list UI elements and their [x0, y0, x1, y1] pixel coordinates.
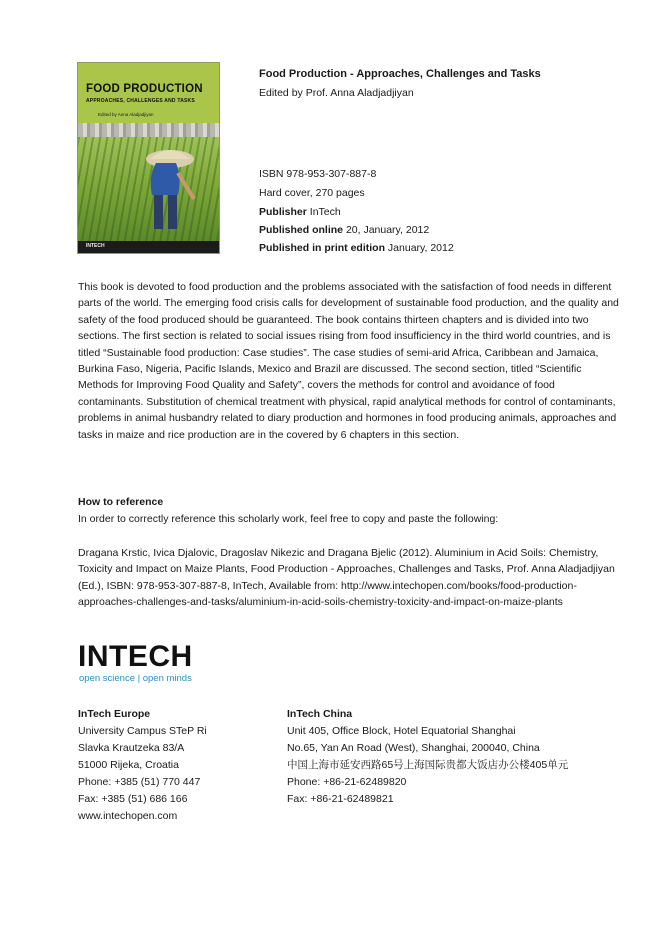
book-editor: Edited by Prof. Anna Aladjadjiyan — [259, 87, 414, 99]
publisher-label: Publisher — [259, 206, 307, 218]
office-europe — [78, 706, 207, 825]
office-china-line2: No.65, Yan An Road (West), Shanghai, 200040, China — [287, 742, 540, 754]
online-label: Published online — [259, 224, 344, 236]
cover-editor: Edited by Anna Aladjadjiyan — [98, 112, 154, 117]
book-online-date — [259, 224, 429, 236]
book-format: Hard cover, 270 pages — [259, 187, 365, 199]
office-china — [287, 706, 568, 808]
reference-heading: How to reference — [78, 496, 164, 508]
office-china-line1: Unit 405, Office Block, Hotel Equatorial Shanghai — [287, 725, 516, 737]
book-cover — [77, 62, 220, 254]
office-europe-name: InTech Europe — [78, 708, 151, 720]
cover-publisher-mark: INTECH — [86, 243, 105, 249]
cover-stone-band — [78, 123, 219, 137]
print-label: Published in print edition — [259, 242, 385, 254]
farmer-figure — [78, 137, 219, 241]
office-europe-line3: 51000 Rijeka, Croatia — [78, 759, 179, 771]
cover-title-panel — [78, 63, 219, 129]
print-value: January, 2012 — [387, 242, 454, 254]
reference-intro: In order to correctly reference this scholarly work, feel free to copy and paste the following: — [78, 513, 499, 525]
office-europe-fax: Fax: +385 (51) 686 166 — [78, 793, 188, 805]
office-china-fax: Fax: +86-21-62489821 — [287, 793, 394, 805]
book-isbn: ISBN 978-953-307-887-8 — [259, 168, 377, 180]
office-china-name: InTech China — [287, 708, 353, 720]
cover-subtitle: APPROACHES, CHALLENGES AND TASKS — [86, 98, 195, 104]
online-value: 20, January, 2012 — [345, 224, 430, 236]
book-abstract: This book is devoted to food production and the problems associated with the satisfaction of food needs in different parts of the world. The emerging food crisis calls for development of sustainable food production, and the quality and safety of the food produced should be guaranteed. The book contains thirteen chapters and is divided into two sections. The first section is related to social issues rising from food insufficiency in the third world countries, and is titled “Sustainable food production: Case studies”. The case studies of semi-arid Africa, Caribbean and Jamaica, Burkina Faso, Nigeria, Pacific Islands, Mexico and Brazil are discussed. The second section, titled “Scientific Methods for Improving Food Quality and Safety”, covers the methods for control and avoidance of food contaminants. Substitution of chemical treatment with physical, rapid analytical methods for control of contaminants, problems in animal husbandry related to diary production and hormones in food producing animals, approaches and tasks in maize and rice production are in the covered by 6 chapters in this section. — [78, 281, 619, 441]
book-print-date — [259, 242, 454, 254]
office-europe-phone: Phone: +385 (51) 770 447 — [78, 776, 201, 788]
intech-tagline: open science | open minds — [79, 673, 192, 684]
reference-citation: Dragana Krstic, Ivica Djalovic, Dragoslav Nikezic and Dragana Bjelic (2012). Aluminium in Acid Soils: Chemistry, Toxicity and Impact on Maize Plants, Food Production - Approaches, Challenges and Tasks, Prof. Anna Aladjadjiyan (Ed.), ISBN: 978-953-307-887-8, InTech, Available from: http://www.intechopen.com/books/food-production-approaches-challenges-and-tasks/aluminium-in-acid-soils-chemistry-toxicity-and-impact-on-maize-plants — [78, 547, 615, 609]
office-china-line3: 中国上海市延安西路65号上海国际贵都大饭店办公楼405单元 — [287, 759, 569, 771]
cover-title: FOOD PRODUCTION — [86, 83, 203, 95]
publisher-value: InTech — [309, 206, 341, 218]
office-europe-line2: Slavka Krautzeka 83/A — [78, 742, 185, 754]
office-europe-line1: University Campus STeP Ri — [78, 725, 207, 737]
office-china-phone: Phone: +86-21-62489820 — [287, 776, 407, 788]
cover-photo — [78, 137, 219, 241]
book-publisher — [259, 206, 341, 218]
book-title: Food Production - Approaches, Challenges and Tasks — [259, 68, 541, 80]
office-europe-web[interactable]: www.intechopen.com — [78, 810, 178, 822]
intech-logo: INTECH — [78, 640, 193, 673]
